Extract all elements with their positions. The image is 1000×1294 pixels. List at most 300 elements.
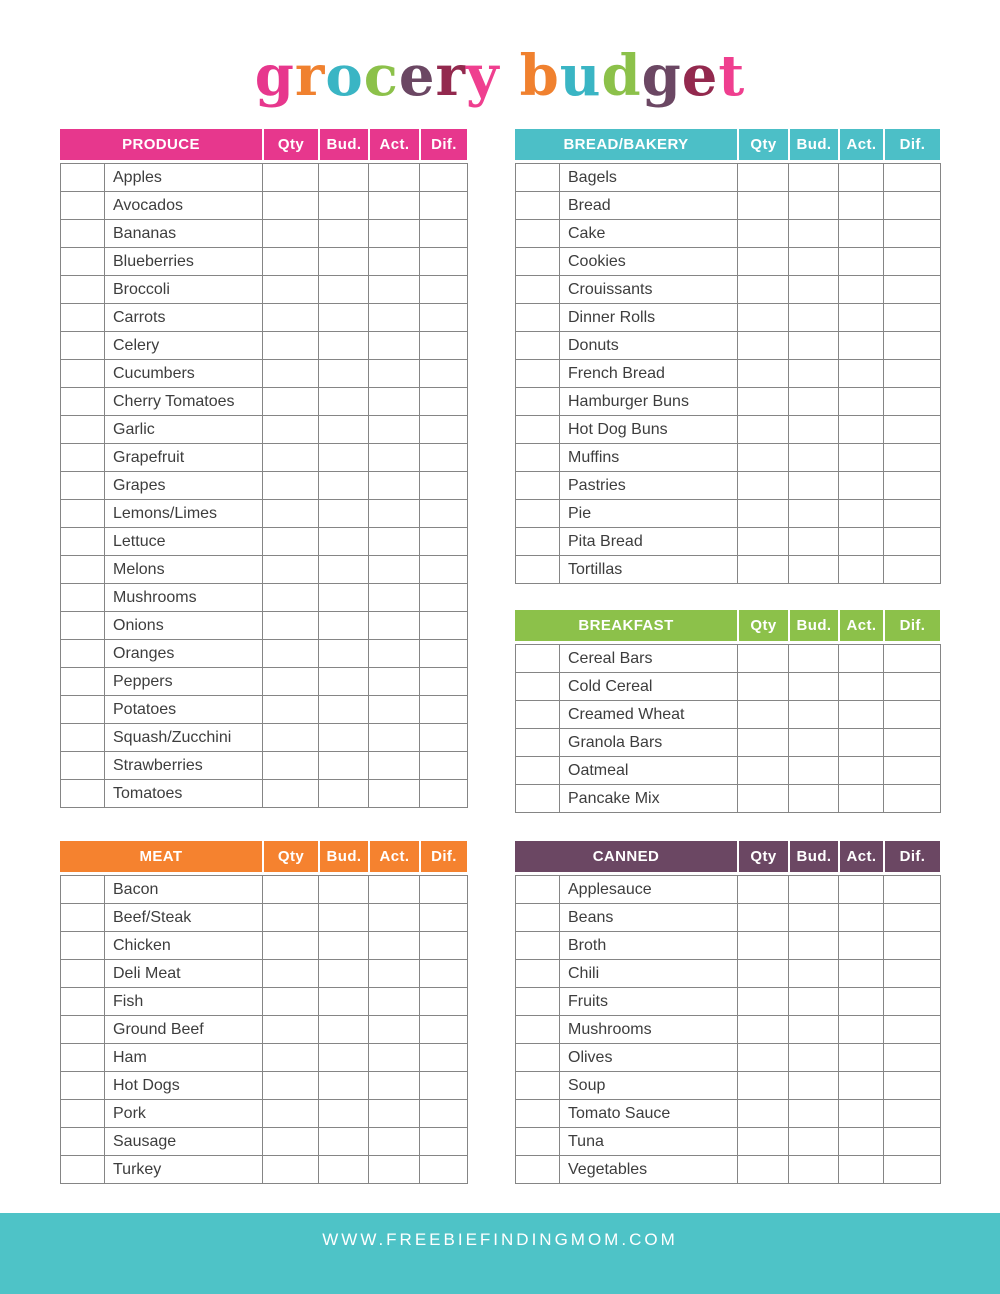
item-name: Beans	[560, 904, 738, 932]
dif-cell	[884, 785, 941, 813]
col-header-dif: Dif.	[883, 610, 940, 641]
dif-cell	[420, 1016, 468, 1044]
bud-cell	[319, 696, 369, 724]
dif-cell	[420, 932, 468, 960]
col-header-dif: Dif.	[419, 841, 467, 872]
table-row	[61, 1100, 468, 1128]
act-cell	[839, 220, 884, 248]
table-row	[516, 1044, 941, 1072]
item-name: Vegetables	[560, 1156, 738, 1184]
item-name: Sausage	[105, 1128, 263, 1156]
act-cell	[369, 724, 420, 752]
check-cell	[61, 164, 105, 192]
qty-cell	[263, 556, 319, 584]
bud-cell	[789, 472, 839, 500]
bud-cell	[789, 556, 839, 584]
check-cell	[61, 988, 105, 1016]
table-row	[516, 904, 941, 932]
dif-cell	[420, 696, 468, 724]
table-row	[61, 584, 468, 612]
item-name: Fish	[105, 988, 263, 1016]
section-header	[515, 129, 940, 160]
check-cell	[516, 645, 560, 673]
check-cell	[61, 192, 105, 220]
bud-cell	[319, 904, 369, 932]
act-cell	[839, 701, 884, 729]
qty-cell	[263, 988, 319, 1016]
qty-cell	[738, 388, 789, 416]
right-column	[515, 129, 940, 1184]
item-name: Tuna	[560, 1128, 738, 1156]
table-row	[61, 360, 468, 388]
dif-cell	[420, 1156, 468, 1184]
act-cell	[839, 645, 884, 673]
bud-cell	[319, 556, 369, 584]
table-row	[516, 729, 941, 757]
table-row	[516, 276, 941, 304]
bud-cell	[789, 757, 839, 785]
qty-cell	[738, 876, 789, 904]
act-cell	[369, 696, 420, 724]
dif-cell	[420, 960, 468, 988]
table-row	[61, 220, 468, 248]
bud-cell	[319, 724, 369, 752]
check-cell	[516, 332, 560, 360]
table-row	[61, 876, 468, 904]
table-row	[61, 276, 468, 304]
qty-cell	[738, 556, 789, 584]
table-row	[61, 612, 468, 640]
check-cell	[61, 876, 105, 904]
act-cell	[369, 1128, 420, 1156]
title-letter: b	[519, 43, 560, 109]
act-cell	[369, 500, 420, 528]
qty-cell	[738, 1072, 789, 1100]
item-name: Pie	[560, 500, 738, 528]
item-name: Chicken	[105, 932, 263, 960]
act-cell	[369, 960, 420, 988]
table-row	[61, 904, 468, 932]
check-cell	[61, 612, 105, 640]
check-cell	[61, 752, 105, 780]
dif-cell	[884, 500, 941, 528]
item-name: Melons	[105, 556, 263, 584]
check-cell	[516, 932, 560, 960]
item-name: Chili	[560, 960, 738, 988]
check-cell	[516, 220, 560, 248]
col-header-act: Act.	[838, 129, 883, 160]
item-name: Tomatoes	[105, 780, 263, 808]
item-name: Muffins	[560, 444, 738, 472]
qty-cell	[738, 304, 789, 332]
table-row	[61, 164, 468, 192]
qty-cell	[263, 780, 319, 808]
check-cell	[516, 701, 560, 729]
act-cell	[369, 1156, 420, 1184]
dif-cell	[884, 1156, 941, 1184]
item-name: Mushrooms	[560, 1016, 738, 1044]
title-letter: r	[294, 43, 326, 109]
bud-cell	[789, 729, 839, 757]
act-cell	[369, 668, 420, 696]
col-header-bud: Bud.	[788, 841, 838, 872]
footer	[0, 1213, 1000, 1294]
item-name: Cake	[560, 220, 738, 248]
qty-cell	[738, 360, 789, 388]
table-row	[61, 780, 468, 808]
dif-cell	[884, 1044, 941, 1072]
act-cell	[839, 444, 884, 472]
dif-cell	[420, 640, 468, 668]
check-cell	[61, 276, 105, 304]
act-cell	[839, 1072, 884, 1100]
item-name: Bananas	[105, 220, 263, 248]
table-row	[516, 444, 941, 472]
item-name: French Bread	[560, 360, 738, 388]
qty-cell	[738, 673, 789, 701]
qty-cell	[263, 960, 319, 988]
qty-cell	[738, 276, 789, 304]
act-cell	[839, 1100, 884, 1128]
act-cell	[369, 332, 420, 360]
qty-cell	[263, 528, 319, 556]
dif-cell	[420, 1072, 468, 1100]
dif-cell	[884, 388, 941, 416]
item-name: Garlic	[105, 416, 263, 444]
qty-cell	[738, 932, 789, 960]
item-name: Hot Dog Buns	[560, 416, 738, 444]
bud-cell	[319, 388, 369, 416]
table-row	[61, 988, 468, 1016]
bud-cell	[789, 785, 839, 813]
check-cell	[61, 444, 105, 472]
table-row	[61, 1016, 468, 1044]
table-row	[61, 416, 468, 444]
col-header-dif: Dif.	[419, 129, 467, 160]
title-letter: t	[718, 43, 746, 109]
act-cell	[369, 640, 420, 668]
check-cell	[61, 388, 105, 416]
act-cell	[369, 1100, 420, 1128]
bud-cell	[319, 932, 369, 960]
item-name: Bacon	[105, 876, 263, 904]
bud-cell	[319, 164, 369, 192]
qty-cell	[263, 1156, 319, 1184]
table-row	[516, 701, 941, 729]
act-cell	[839, 876, 884, 904]
act-cell	[369, 876, 420, 904]
col-header-qty: Qty	[262, 129, 318, 160]
item-name: Cookies	[560, 248, 738, 276]
act-cell	[369, 752, 420, 780]
section-title: BREAD/BAKERY	[563, 136, 689, 153]
bud-cell	[319, 332, 369, 360]
table-row	[516, 673, 941, 701]
col-header-dif: Dif.	[883, 129, 940, 160]
dif-cell	[884, 416, 941, 444]
bud-cell	[319, 192, 369, 220]
qty-cell	[263, 876, 319, 904]
col-header-qty: Qty	[737, 841, 788, 872]
dif-cell	[420, 360, 468, 388]
bud-cell	[789, 876, 839, 904]
qty-cell	[738, 785, 789, 813]
check-cell	[516, 528, 560, 556]
check-cell	[61, 332, 105, 360]
bud-cell	[789, 701, 839, 729]
act-cell	[369, 904, 420, 932]
left-column	[60, 129, 467, 1184]
qty-cell	[738, 528, 789, 556]
qty-cell	[263, 360, 319, 388]
act-cell	[369, 388, 420, 416]
title-letter: o	[325, 43, 364, 109]
dif-cell	[420, 416, 468, 444]
check-cell	[61, 1128, 105, 1156]
dif-cell	[884, 904, 941, 932]
check-cell	[516, 785, 560, 813]
qty-cell	[738, 332, 789, 360]
item-name: Granola Bars	[560, 729, 738, 757]
bud-cell	[319, 1128, 369, 1156]
section-meat	[60, 841, 467, 1184]
check-cell	[61, 904, 105, 932]
check-cell	[516, 904, 560, 932]
act-cell	[839, 988, 884, 1016]
check-cell	[61, 472, 105, 500]
col-header-qty: Qty	[262, 841, 318, 872]
qty-cell	[738, 444, 789, 472]
qty-cell	[738, 904, 789, 932]
check-cell	[516, 556, 560, 584]
dif-cell	[884, 556, 941, 584]
section-bread-bakery	[515, 129, 940, 584]
qty-cell	[263, 584, 319, 612]
dif-cell	[420, 612, 468, 640]
item-name: Potatoes	[105, 696, 263, 724]
table-row	[516, 876, 941, 904]
check-cell	[61, 360, 105, 388]
act-cell	[839, 276, 884, 304]
section-canned	[515, 841, 940, 1184]
qty-cell	[738, 1156, 789, 1184]
act-cell	[839, 904, 884, 932]
col-header-bud: Bud.	[318, 841, 368, 872]
item-name: Cucumbers	[105, 360, 263, 388]
act-cell	[369, 1072, 420, 1100]
dif-cell	[420, 220, 468, 248]
dif-cell	[420, 164, 468, 192]
item-name: Pastries	[560, 472, 738, 500]
qty-cell	[738, 960, 789, 988]
qty-cell	[263, 220, 319, 248]
item-name: Squash/Zucchini	[105, 724, 263, 752]
table-row	[516, 1156, 941, 1184]
item-name: Ham	[105, 1044, 263, 1072]
qty-cell	[263, 724, 319, 752]
qty-cell	[263, 192, 319, 220]
bud-cell	[789, 932, 839, 960]
dif-cell	[884, 1128, 941, 1156]
bud-cell	[319, 612, 369, 640]
dif-cell	[884, 1100, 941, 1128]
act-cell	[369, 248, 420, 276]
bud-cell	[789, 1128, 839, 1156]
act-cell	[839, 472, 884, 500]
qty-cell	[263, 444, 319, 472]
item-name: Mushrooms	[105, 584, 263, 612]
dif-cell	[420, 472, 468, 500]
check-cell	[516, 416, 560, 444]
title-letter: e	[398, 43, 436, 109]
table-row	[61, 444, 468, 472]
bud-cell	[789, 1072, 839, 1100]
act-cell	[839, 416, 884, 444]
check-cell	[516, 192, 560, 220]
dif-cell	[884, 220, 941, 248]
check-cell	[61, 528, 105, 556]
title-letter: u	[559, 43, 602, 109]
bud-cell	[789, 673, 839, 701]
table-row	[516, 500, 941, 528]
bud-cell	[319, 444, 369, 472]
check-cell	[61, 960, 105, 988]
dif-cell	[884, 876, 941, 904]
act-cell	[839, 248, 884, 276]
check-cell	[516, 1072, 560, 1100]
qty-cell	[263, 472, 319, 500]
dif-cell	[420, 988, 468, 1016]
check-cell	[516, 472, 560, 500]
check-cell	[516, 388, 560, 416]
dif-cell	[884, 360, 941, 388]
check-cell	[516, 1100, 560, 1128]
qty-cell	[738, 220, 789, 248]
col-header-bud: Bud.	[788, 129, 838, 160]
bud-cell	[789, 1044, 839, 1072]
item-name: Avocados	[105, 192, 263, 220]
item-name: Creamed Wheat	[560, 701, 738, 729]
table-row	[61, 960, 468, 988]
qty-cell	[738, 248, 789, 276]
bud-cell	[319, 472, 369, 500]
check-cell	[61, 220, 105, 248]
bud-cell	[789, 645, 839, 673]
check-cell	[516, 1044, 560, 1072]
table-row	[61, 1156, 468, 1184]
check-cell	[61, 584, 105, 612]
act-cell	[369, 276, 420, 304]
item-name: Hot Dogs	[105, 1072, 263, 1100]
bud-cell	[319, 988, 369, 1016]
check-cell	[61, 556, 105, 584]
bud-cell	[789, 988, 839, 1016]
act-cell	[369, 304, 420, 332]
title-letter: g	[254, 43, 295, 109]
dif-cell	[884, 645, 941, 673]
dif-cell	[420, 752, 468, 780]
act-cell	[839, 932, 884, 960]
act-cell	[839, 500, 884, 528]
dif-cell	[420, 1100, 468, 1128]
act-cell	[839, 556, 884, 584]
dif-cell	[884, 248, 941, 276]
act-cell	[369, 1044, 420, 1072]
bud-cell	[789, 192, 839, 220]
item-name: Fruits	[560, 988, 738, 1016]
qty-cell	[263, 1072, 319, 1100]
section-title: PRODUCE	[122, 136, 200, 153]
act-cell	[369, 164, 420, 192]
table-row	[61, 248, 468, 276]
item-name: Soup	[560, 1072, 738, 1100]
dif-cell	[420, 724, 468, 752]
table-row	[516, 1100, 941, 1128]
act-cell	[839, 332, 884, 360]
bud-cell	[319, 304, 369, 332]
check-cell	[61, 416, 105, 444]
table-row	[61, 192, 468, 220]
table-row	[516, 528, 941, 556]
item-name: Strawberries	[105, 752, 263, 780]
section-title: BREAKFAST	[578, 617, 674, 634]
check-cell	[61, 780, 105, 808]
dif-cell	[420, 876, 468, 904]
table-row	[516, 220, 941, 248]
bud-cell	[319, 752, 369, 780]
item-name: Cereal Bars	[560, 645, 738, 673]
act-cell	[839, 304, 884, 332]
act-cell	[839, 360, 884, 388]
bud-cell	[319, 1044, 369, 1072]
section-header	[60, 841, 467, 872]
check-cell	[516, 876, 560, 904]
bud-cell	[789, 904, 839, 932]
table-row	[516, 757, 941, 785]
table-row	[516, 192, 941, 220]
title-letter: c	[363, 43, 399, 109]
check-cell	[516, 988, 560, 1016]
check-cell	[516, 1156, 560, 1184]
dif-cell	[420, 904, 468, 932]
item-name: Oatmeal	[560, 757, 738, 785]
check-cell	[61, 304, 105, 332]
qty-cell	[738, 1100, 789, 1128]
dif-cell	[884, 276, 941, 304]
title-letter: g	[641, 43, 682, 109]
item-name: Ground Beef	[105, 1016, 263, 1044]
item-name: Turkey	[105, 1156, 263, 1184]
check-cell	[516, 304, 560, 332]
section-header	[60, 129, 467, 160]
bud-cell	[319, 360, 369, 388]
dif-cell	[884, 528, 941, 556]
col-header-bud: Bud.	[318, 129, 368, 160]
check-cell	[516, 276, 560, 304]
act-cell	[369, 584, 420, 612]
qty-cell	[263, 612, 319, 640]
dif-cell	[420, 332, 468, 360]
section-produce	[60, 129, 467, 808]
qty-cell	[738, 500, 789, 528]
dif-cell	[884, 673, 941, 701]
bud-cell	[789, 416, 839, 444]
act-cell	[839, 1044, 884, 1072]
dif-cell	[420, 556, 468, 584]
qty-cell	[263, 640, 319, 668]
bud-cell	[789, 388, 839, 416]
qty-cell	[263, 1044, 319, 1072]
